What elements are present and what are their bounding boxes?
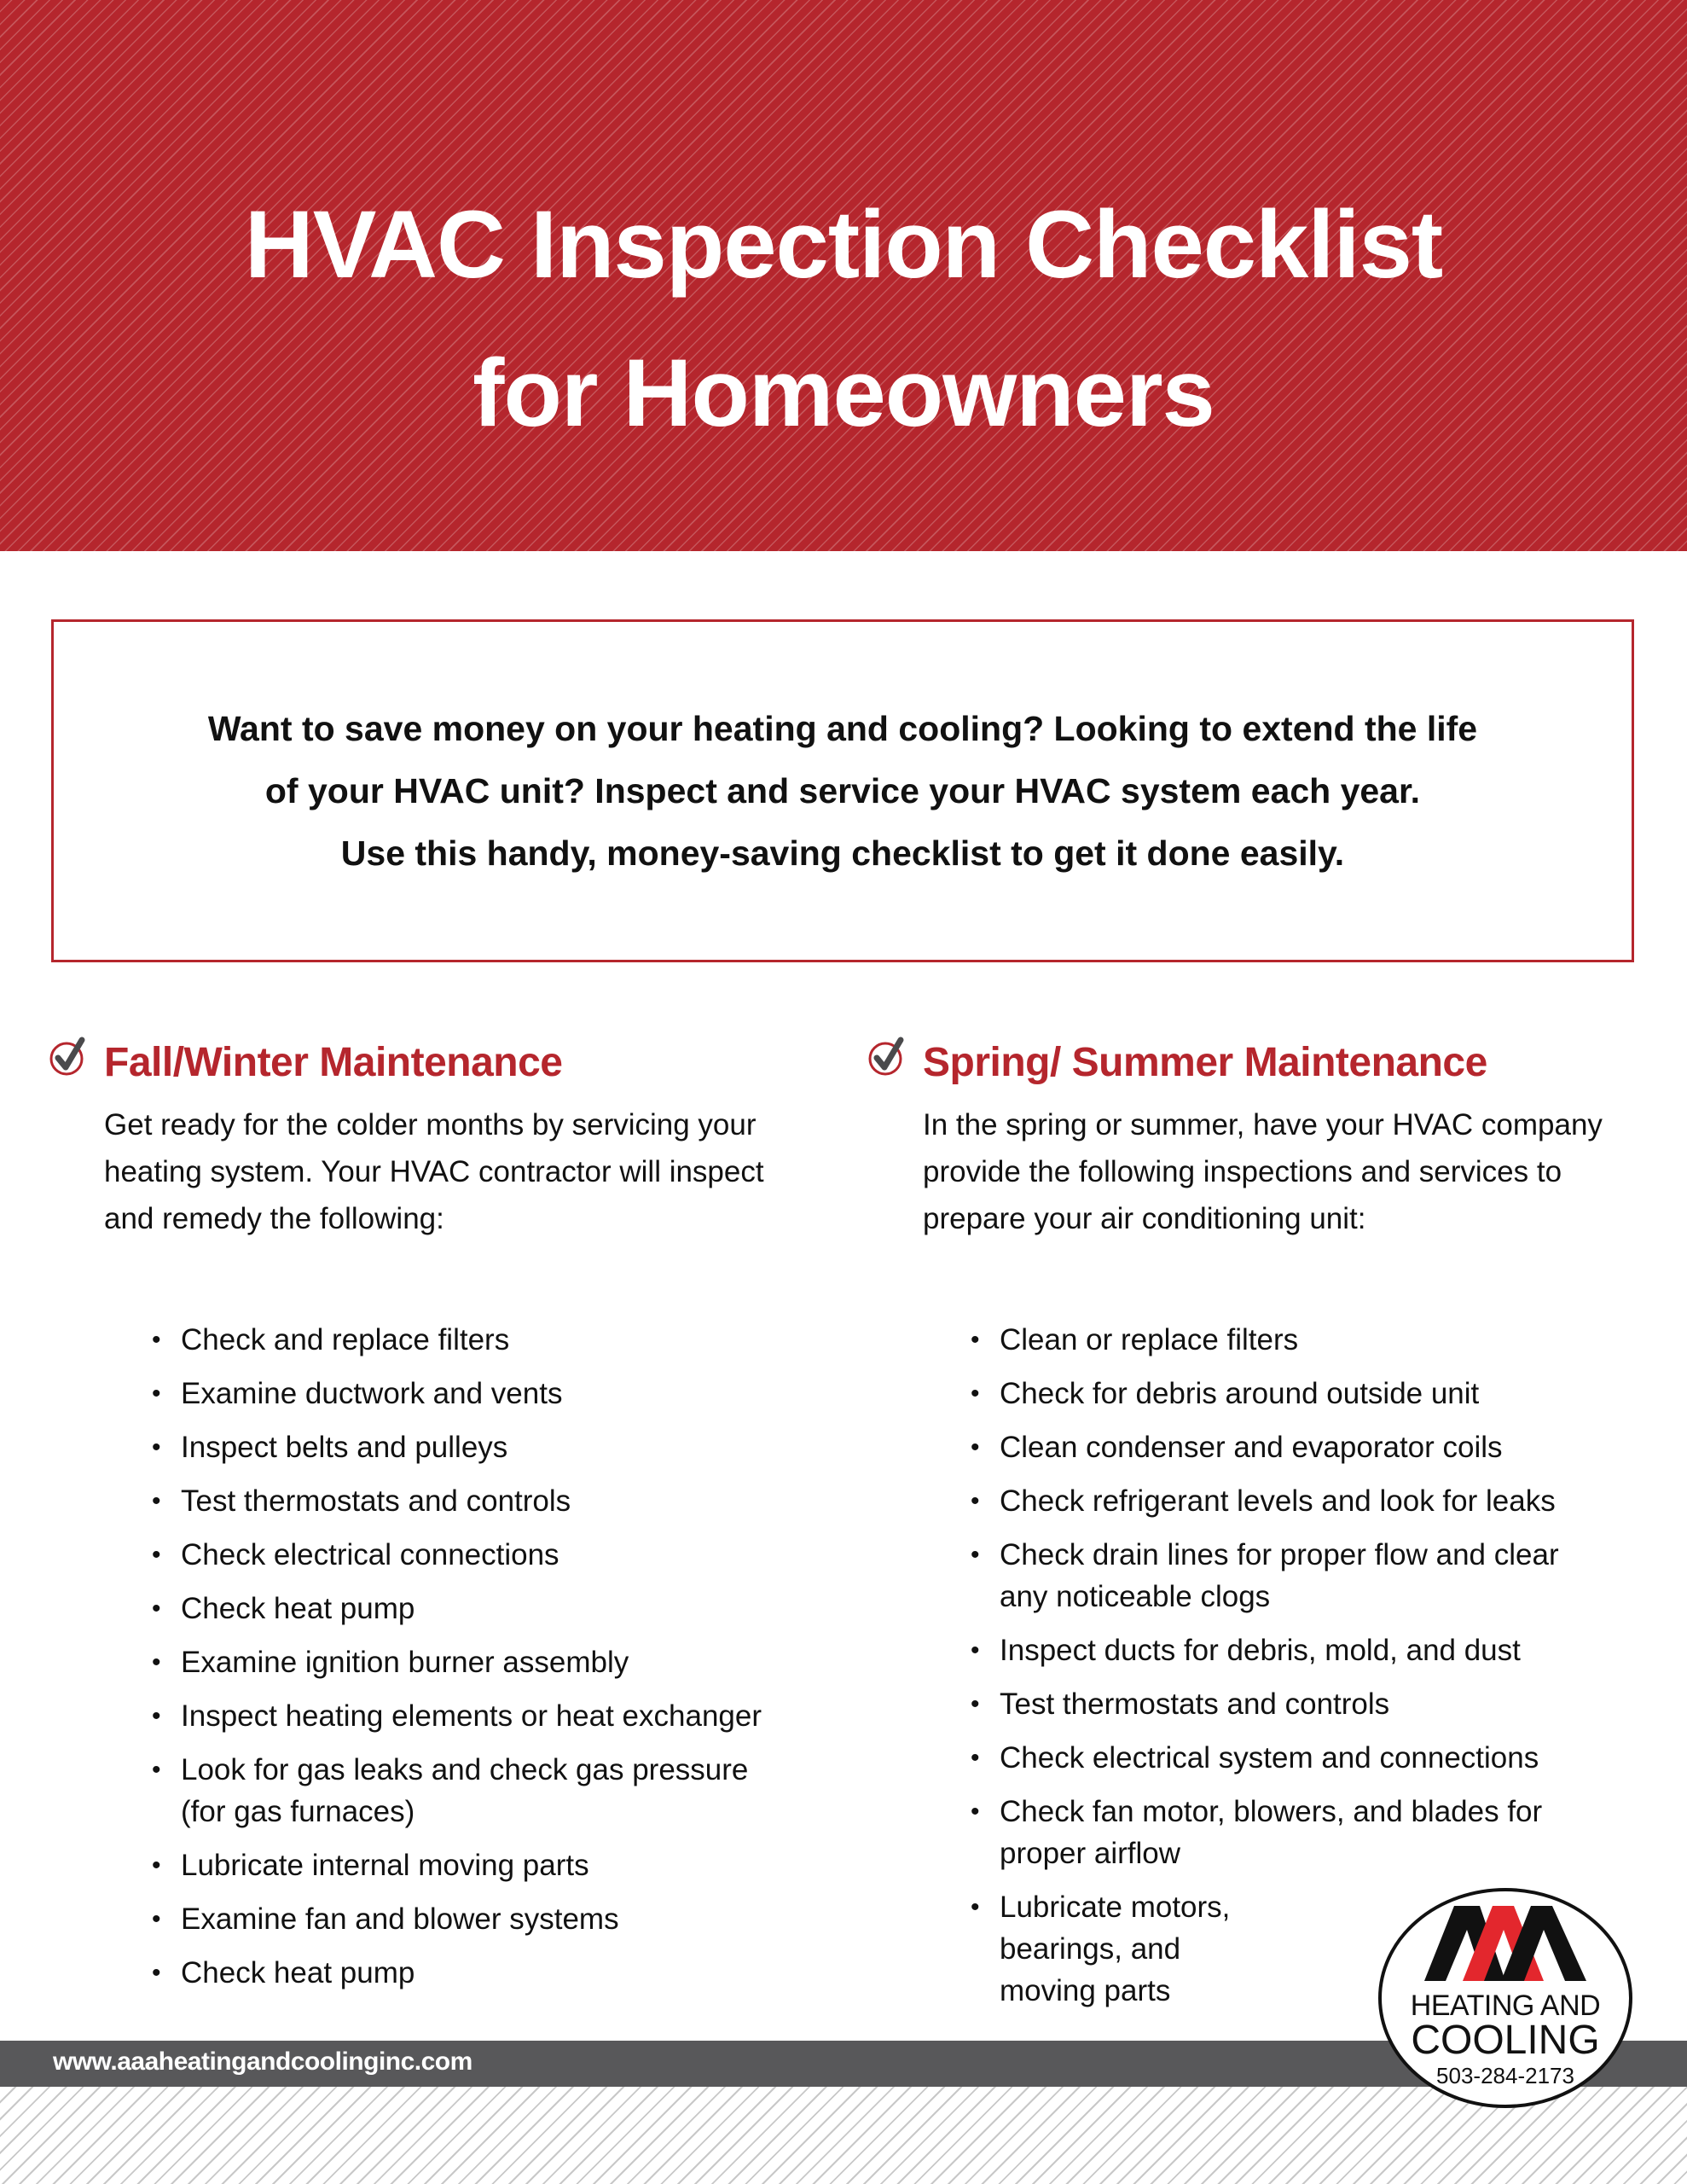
list-item: • Inspect belts and pulleys (152, 1426, 783, 1468)
list-item: • Check fan motor, blowers, and blades for proper airflow (971, 1791, 1580, 1874)
logo-phone: 503-284-2173 (1436, 2063, 1574, 2088)
list-item: • Check and replace filters (152, 1319, 783, 1361)
description-line: In the spring or summer, have your HVAC company (923, 1108, 1603, 1141)
list-item: • Clean or replace filters (971, 1319, 1602, 1361)
section-description (923, 1101, 1605, 1242)
section-description (104, 1101, 786, 1242)
header-banner (0, 0, 1687, 551)
intro-line-3: Use this handy, money-saving checklist to get it done easily. (340, 833, 1345, 873)
description-line: Get ready for the colder months by servicing your (104, 1108, 757, 1141)
description-line: and remedy the following: (104, 1202, 444, 1235)
list-item: • Look for gas leaks and check gas pressure (for gas furnaces) (152, 1749, 761, 1833)
intro-box (51, 619, 1634, 962)
intro-line-1: Want to save money on your heating and cooling? Looking to extend the life (207, 708, 1478, 748)
checkmark-circle-icon (48, 1035, 90, 1077)
list-item: • Inspect ducts for debris, mold, and dust (971, 1629, 1602, 1671)
list-item: • Examine fan and blower systems (152, 1898, 783, 1940)
page-title (0, 171, 1687, 468)
list-item: • Test thermostats and controls (971, 1683, 1602, 1725)
list-item: • Check heat pump (152, 1588, 783, 1629)
list-item: • Clean condenser and evaporator coils (971, 1426, 1602, 1468)
list-item: • Examine ductwork and vents (152, 1373, 783, 1414)
intro-line-2: of your HVAC unit? Inspect and service your HVAC system each year. (264, 770, 1421, 810)
fall-winter-list (152, 1319, 783, 1994)
list-item: • Examine ignition burner assembly (152, 1641, 783, 1683)
description-line: provide the following inspections and services to (923, 1155, 1562, 1188)
section-header (48, 1028, 781, 1096)
logo-text-cooling: COOLING (1411, 2018, 1600, 2063)
list-item: • Lubricate internal moving parts (152, 1844, 783, 1886)
website-link[interactable]: www.aaaheatingandcoolinginc.com (53, 2048, 472, 2076)
list-item: • Test thermostats and controls (152, 1480, 783, 1522)
section-heading: Fall/Winter Maintenance (104, 1039, 563, 1085)
description-line: prepare your air conditioning unit: (923, 1202, 1366, 1235)
checkmark-circle-icon (867, 1035, 909, 1077)
list-item: • Lubricate motors, bearings, and moving parts (971, 1886, 1272, 2012)
list-item: • Check electrical system and connections (971, 1737, 1602, 1779)
title-line-1: HVAC Inspection Checklist (244, 191, 1443, 298)
list-item: • Check heat pump (152, 1952, 783, 1994)
section-header (867, 1028, 1600, 1096)
description-line: heating system. Your HVAC contractor will inspect (104, 1155, 764, 1188)
intro-text (208, 698, 1477, 885)
list-item: • Check for debris around outside unit (971, 1373, 1602, 1414)
list-item: • Check electrical connections (152, 1534, 783, 1576)
list-item: • Check refrigerant levels and look for leaks (971, 1480, 1602, 1522)
section-heading: Spring/ Summer Maintenance (923, 1039, 1487, 1085)
logo-text-heating: HEATING AND (1410, 1989, 1601, 2022)
list-item: • Check drain lines for proper flow and clear any noticeable clogs (971, 1534, 1614, 1618)
list-item: • Inspect heating elements or heat exchanger (152, 1695, 783, 1737)
company-logo (1377, 1887, 1633, 2109)
spring-summer-section (867, 1028, 1603, 2024)
fall-winter-section (48, 1028, 781, 2006)
title-line-2: for Homeowners (472, 340, 1215, 446)
